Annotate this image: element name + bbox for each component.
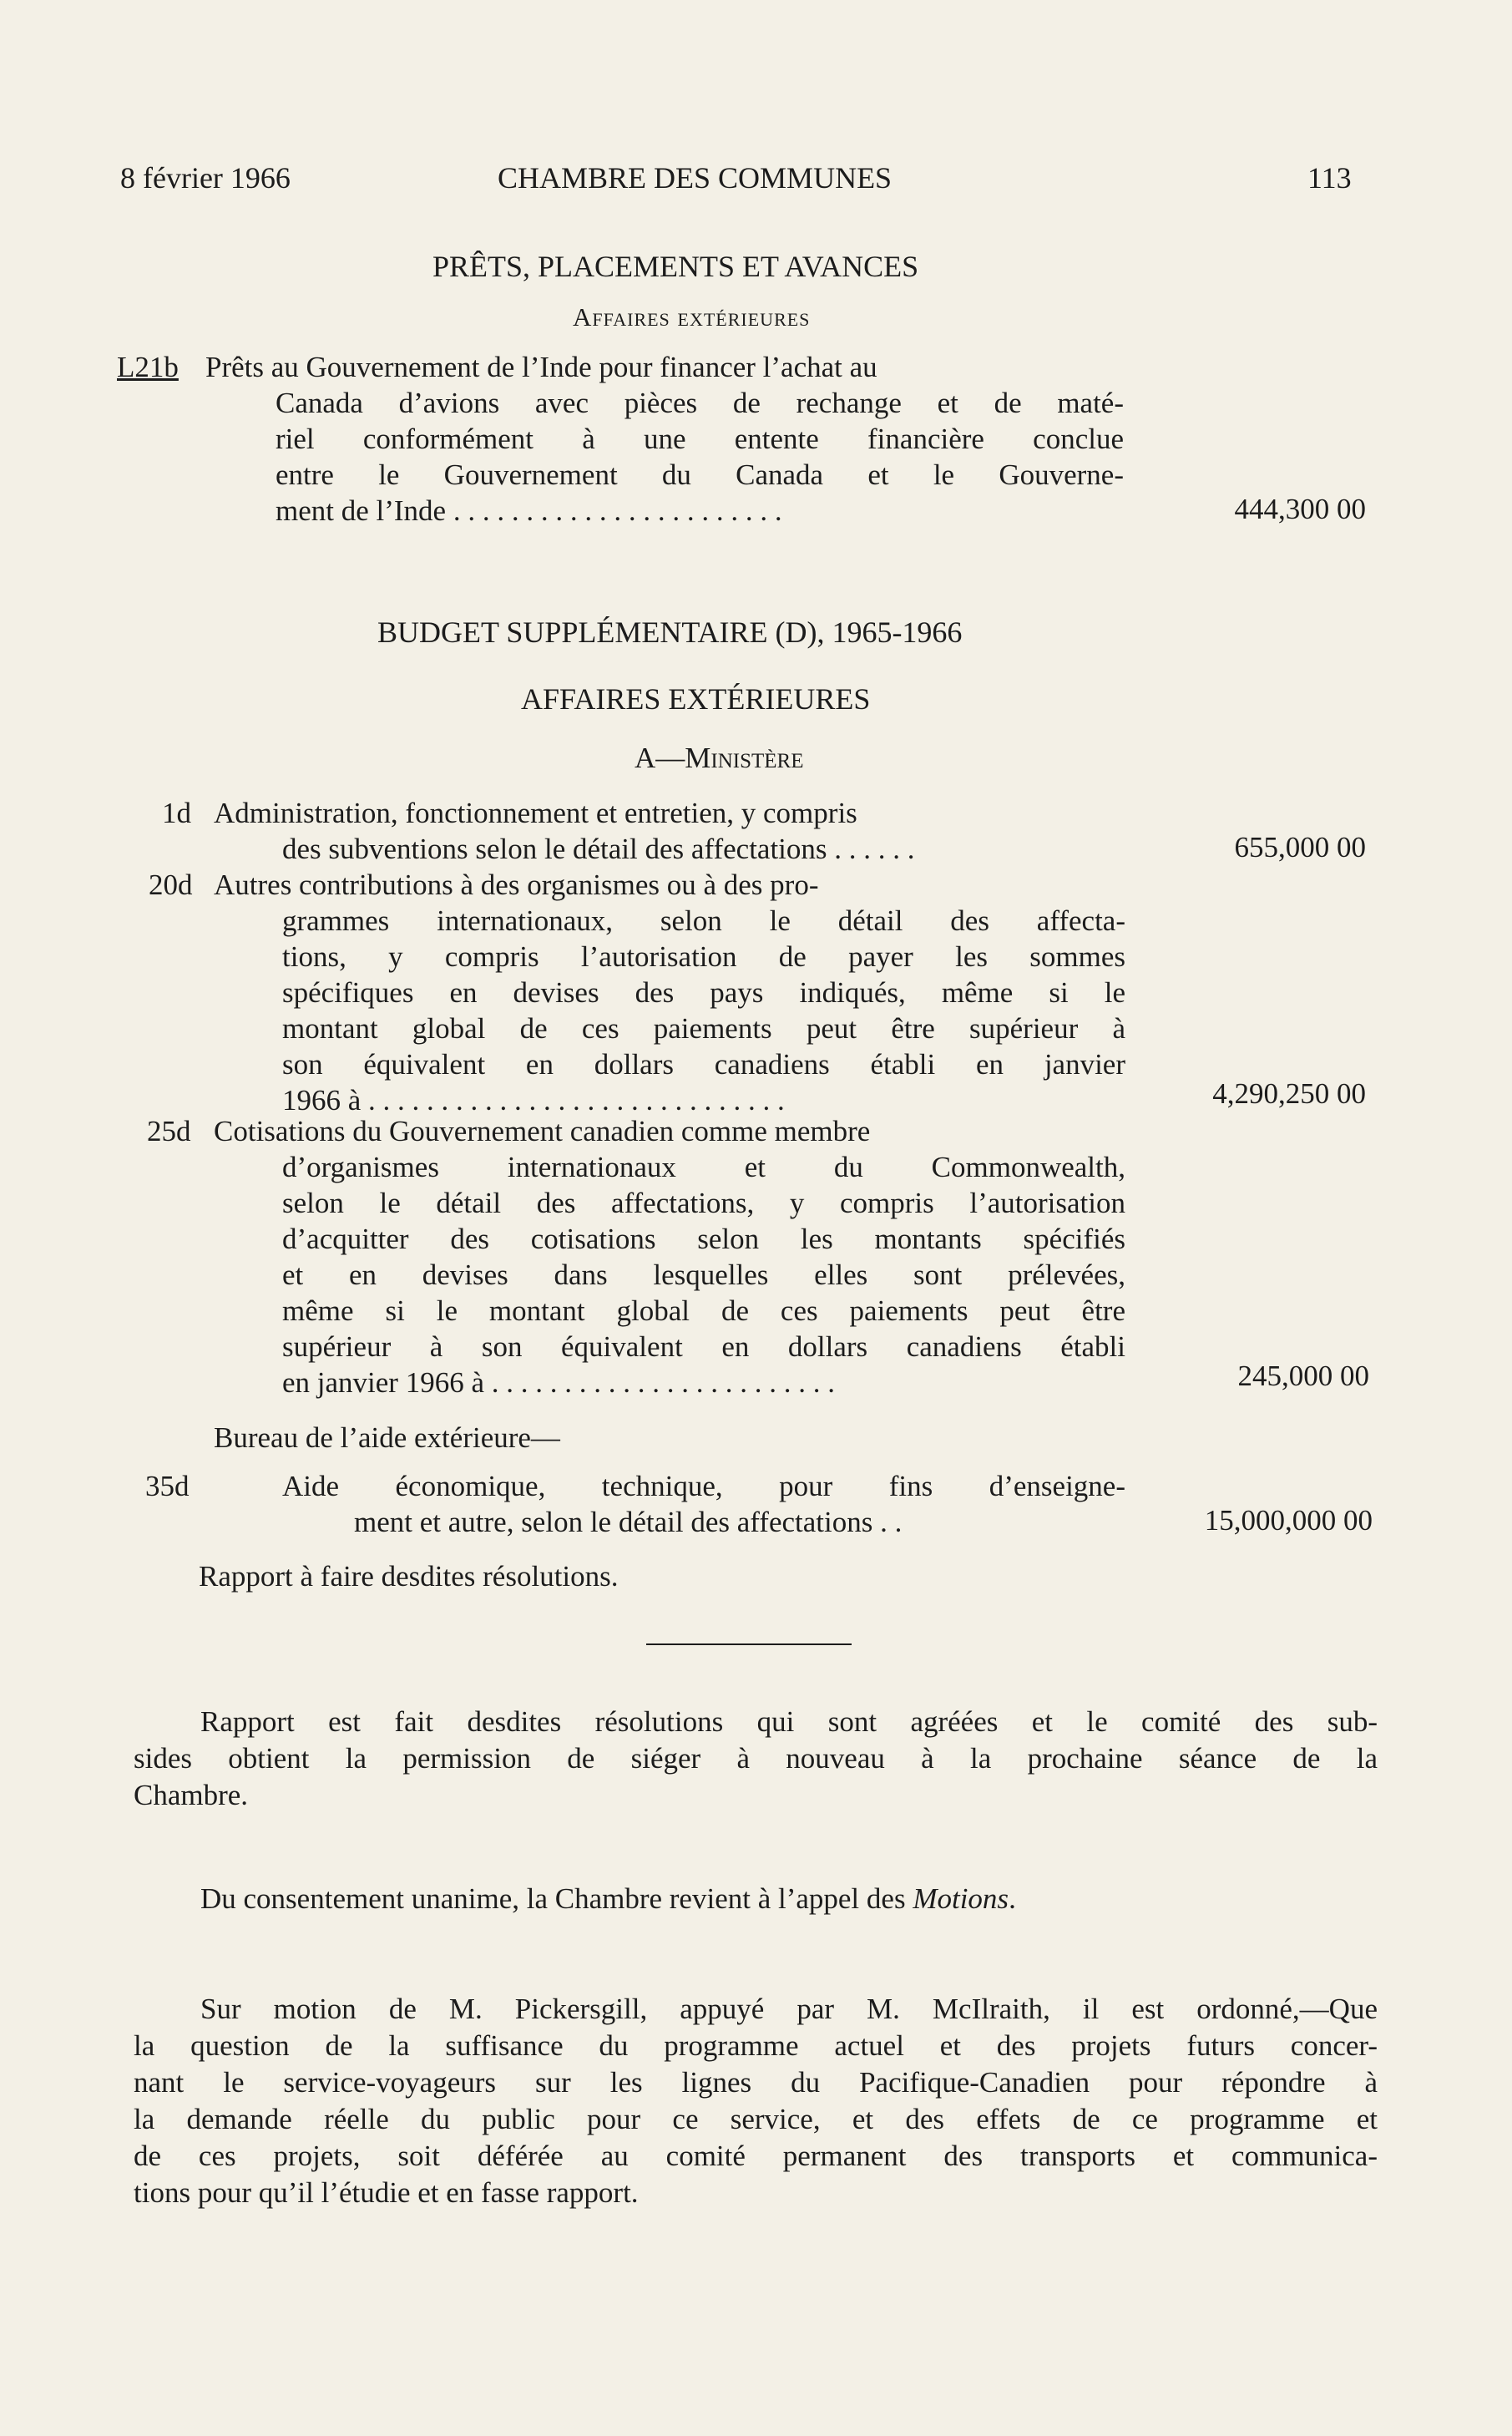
paragraph-line: de ces projets, soit déférée au comité permanent des transports et communica- [134, 2140, 1378, 2172]
section-divider [646, 1643, 852, 1645]
item-25d-line: d’organismes internationaux et du Commonwealth, [282, 1151, 1125, 1183]
section2-division: A—Ministère [635, 742, 804, 774]
item-20d-line: son équivalent en dollars canadiens établi en janvier [282, 1048, 1125, 1081]
item-25d-line: selon le détail des affectations, y compris l’autorisation [282, 1187, 1125, 1219]
item-1d-line: Administration, fonctionnement et entretien, y compris [214, 797, 857, 829]
consent-italic: Motions [913, 1882, 1009, 1915]
item-20d-line: tions, y compris l’autorisation de payer les sommes [282, 940, 1125, 973]
item-1d-text [214, 795, 1124, 831]
item-L21b-amount: 444,300 00 [1234, 493, 1366, 525]
item-20d-line: montant global de ces paiements peut être supérieur à [282, 1012, 1125, 1045]
item-20d-continuation [282, 903, 1125, 1118]
item-25d-line: Cotisations du Gouvernement canadien comme membre [214, 1115, 871, 1147]
section2-title: BUDGET SUPPLÉMENTAIRE (D), 1965-1966 [377, 615, 963, 649]
consent-end: . [1009, 1882, 1016, 1915]
item-20d-line: spécifiques en devises des pays indiqués, même si le [282, 976, 1125, 1009]
section1-subtitle: Affaires extérieures [573, 302, 811, 332]
header-title: CHAMBRE DES COMMUNES [498, 161, 893, 195]
item-code-20d: 20d [149, 869, 193, 901]
item-L21b-continuation [276, 385, 1124, 529]
item-1d-line: des subventions selon le détail des affectations . . . . . . [282, 833, 915, 865]
item-code-25d: 25d [147, 1115, 191, 1147]
item-25d-line: supérieur à son équivalent en dollars canadiens établi [282, 1330, 1125, 1363]
item-25d-line: en janvier 1966 à . . . . . . . . . . . . . . . . . . . . . . . . [282, 1366, 835, 1399]
item-25d-line: et en devises dans lesquelles elles sont prélevées, [282, 1259, 1125, 1291]
item-code-L21b: L21b [117, 351, 179, 383]
item-20d-line: Autres contributions à des organismes ou à des pro- [214, 869, 819, 901]
item-35d-continuation [354, 1504, 1125, 1540]
item-35d-amount: 15,000,000 00 [1204, 1504, 1373, 1537]
paragraph-line: la demande réelle du public pour ce service, et des effets de ce programme et [134, 2103, 1378, 2135]
paragraph-line: tions pour qu’il l’étudie et en fasse rapport. [134, 2176, 639, 2209]
paragraph-line: sides obtient la permission de siéger à nouveau à la prochaine séance de la [134, 1742, 1378, 1775]
item-25d-line: d’acquitter des cotisations selon les montants spécifiés [282, 1223, 1125, 1255]
item-code-1d: 1d [162, 797, 191, 829]
item-20d-text [214, 867, 1124, 903]
paragraph-line: nant le service-voyageurs sur les lignes du Pacifique-Canadien pour répondre à [134, 2066, 1378, 2099]
header-page-number: 113 [1307, 161, 1352, 195]
item-25d-amount: 245,000 00 [1237, 1360, 1369, 1392]
item-35d-line: Aide économique, technique, pour fins d’enseigne- [282, 1470, 1125, 1502]
item-L21b-line: entre le Gouvernement du Canada et le Gouverne- [276, 458, 1124, 491]
item-25d-text [214, 1113, 1124, 1149]
item-35d-line: ment et autre, selon le détail des affectations . . [354, 1506, 903, 1538]
item-L21b-line: Canada d’avions avec pièces de rechange et de maté- [276, 387, 1124, 419]
report-line: Rapport à faire desdites résolutions. [199, 1560, 619, 1593]
header-date: 8 février 1966 [120, 161, 291, 195]
consent-text: Du consentement unanime, la Chambre revient à l’appel des [200, 1882, 913, 1915]
section1-title: PRÊTS, PLACEMENTS ET AVANCES [432, 250, 919, 283]
item-L21b-text [205, 349, 1124, 385]
item-25d-continuation [282, 1149, 1125, 1400]
item-1d-amount: 655,000 00 [1234, 831, 1366, 863]
item-35d-text [282, 1468, 1125, 1504]
paragraph-line: la question de la suffisance du programme actuel et des projets futurs concer- [134, 2029, 1378, 2062]
paragraph-motion [134, 1991, 1378, 2211]
paragraph-line: Chambre. [134, 1779, 249, 1811]
item-L21b-line: Prêts au Gouvernement de l’Inde pour financer l’achat au [205, 351, 877, 383]
item-20d-line: 1966 à . . . . . . . . . . . . . . . . . . . . . . . . . . . . . [282, 1084, 785, 1117]
paragraph-line: Sur motion de M. Pickersgill, appuyé par M. McIlraith, il est ordonné,—Que [200, 1993, 1378, 2025]
item-20d-line: grammes internationaux, selon le détail des affecta- [282, 904, 1125, 937]
bureau-heading: Bureau de l’aide extérieure— [214, 1421, 560, 1454]
paragraph-line: Rapport est fait desdites résolutions qui sont agréées et le comité des sub- [200, 1705, 1378, 1738]
item-1d-continuation [282, 831, 1125, 867]
section2-subtitle: AFFAIRES EXTÉRIEURES [521, 682, 871, 716]
paragraph-report [134, 1704, 1378, 1814]
item-L21b-line: riel conformément à une entente financière conclue [276, 423, 1124, 455]
paragraph-consent [200, 1881, 1016, 1917]
item-25d-line: même si le montant global de ces paiements peut être [282, 1294, 1125, 1327]
item-L21b-line: ment de l’Inde . . . . . . . . . . . . . . . . . . . . . . . [276, 494, 782, 527]
item-code-35d: 35d [145, 1470, 190, 1502]
item-20d-amount: 4,290,250 00 [1212, 1077, 1366, 1110]
